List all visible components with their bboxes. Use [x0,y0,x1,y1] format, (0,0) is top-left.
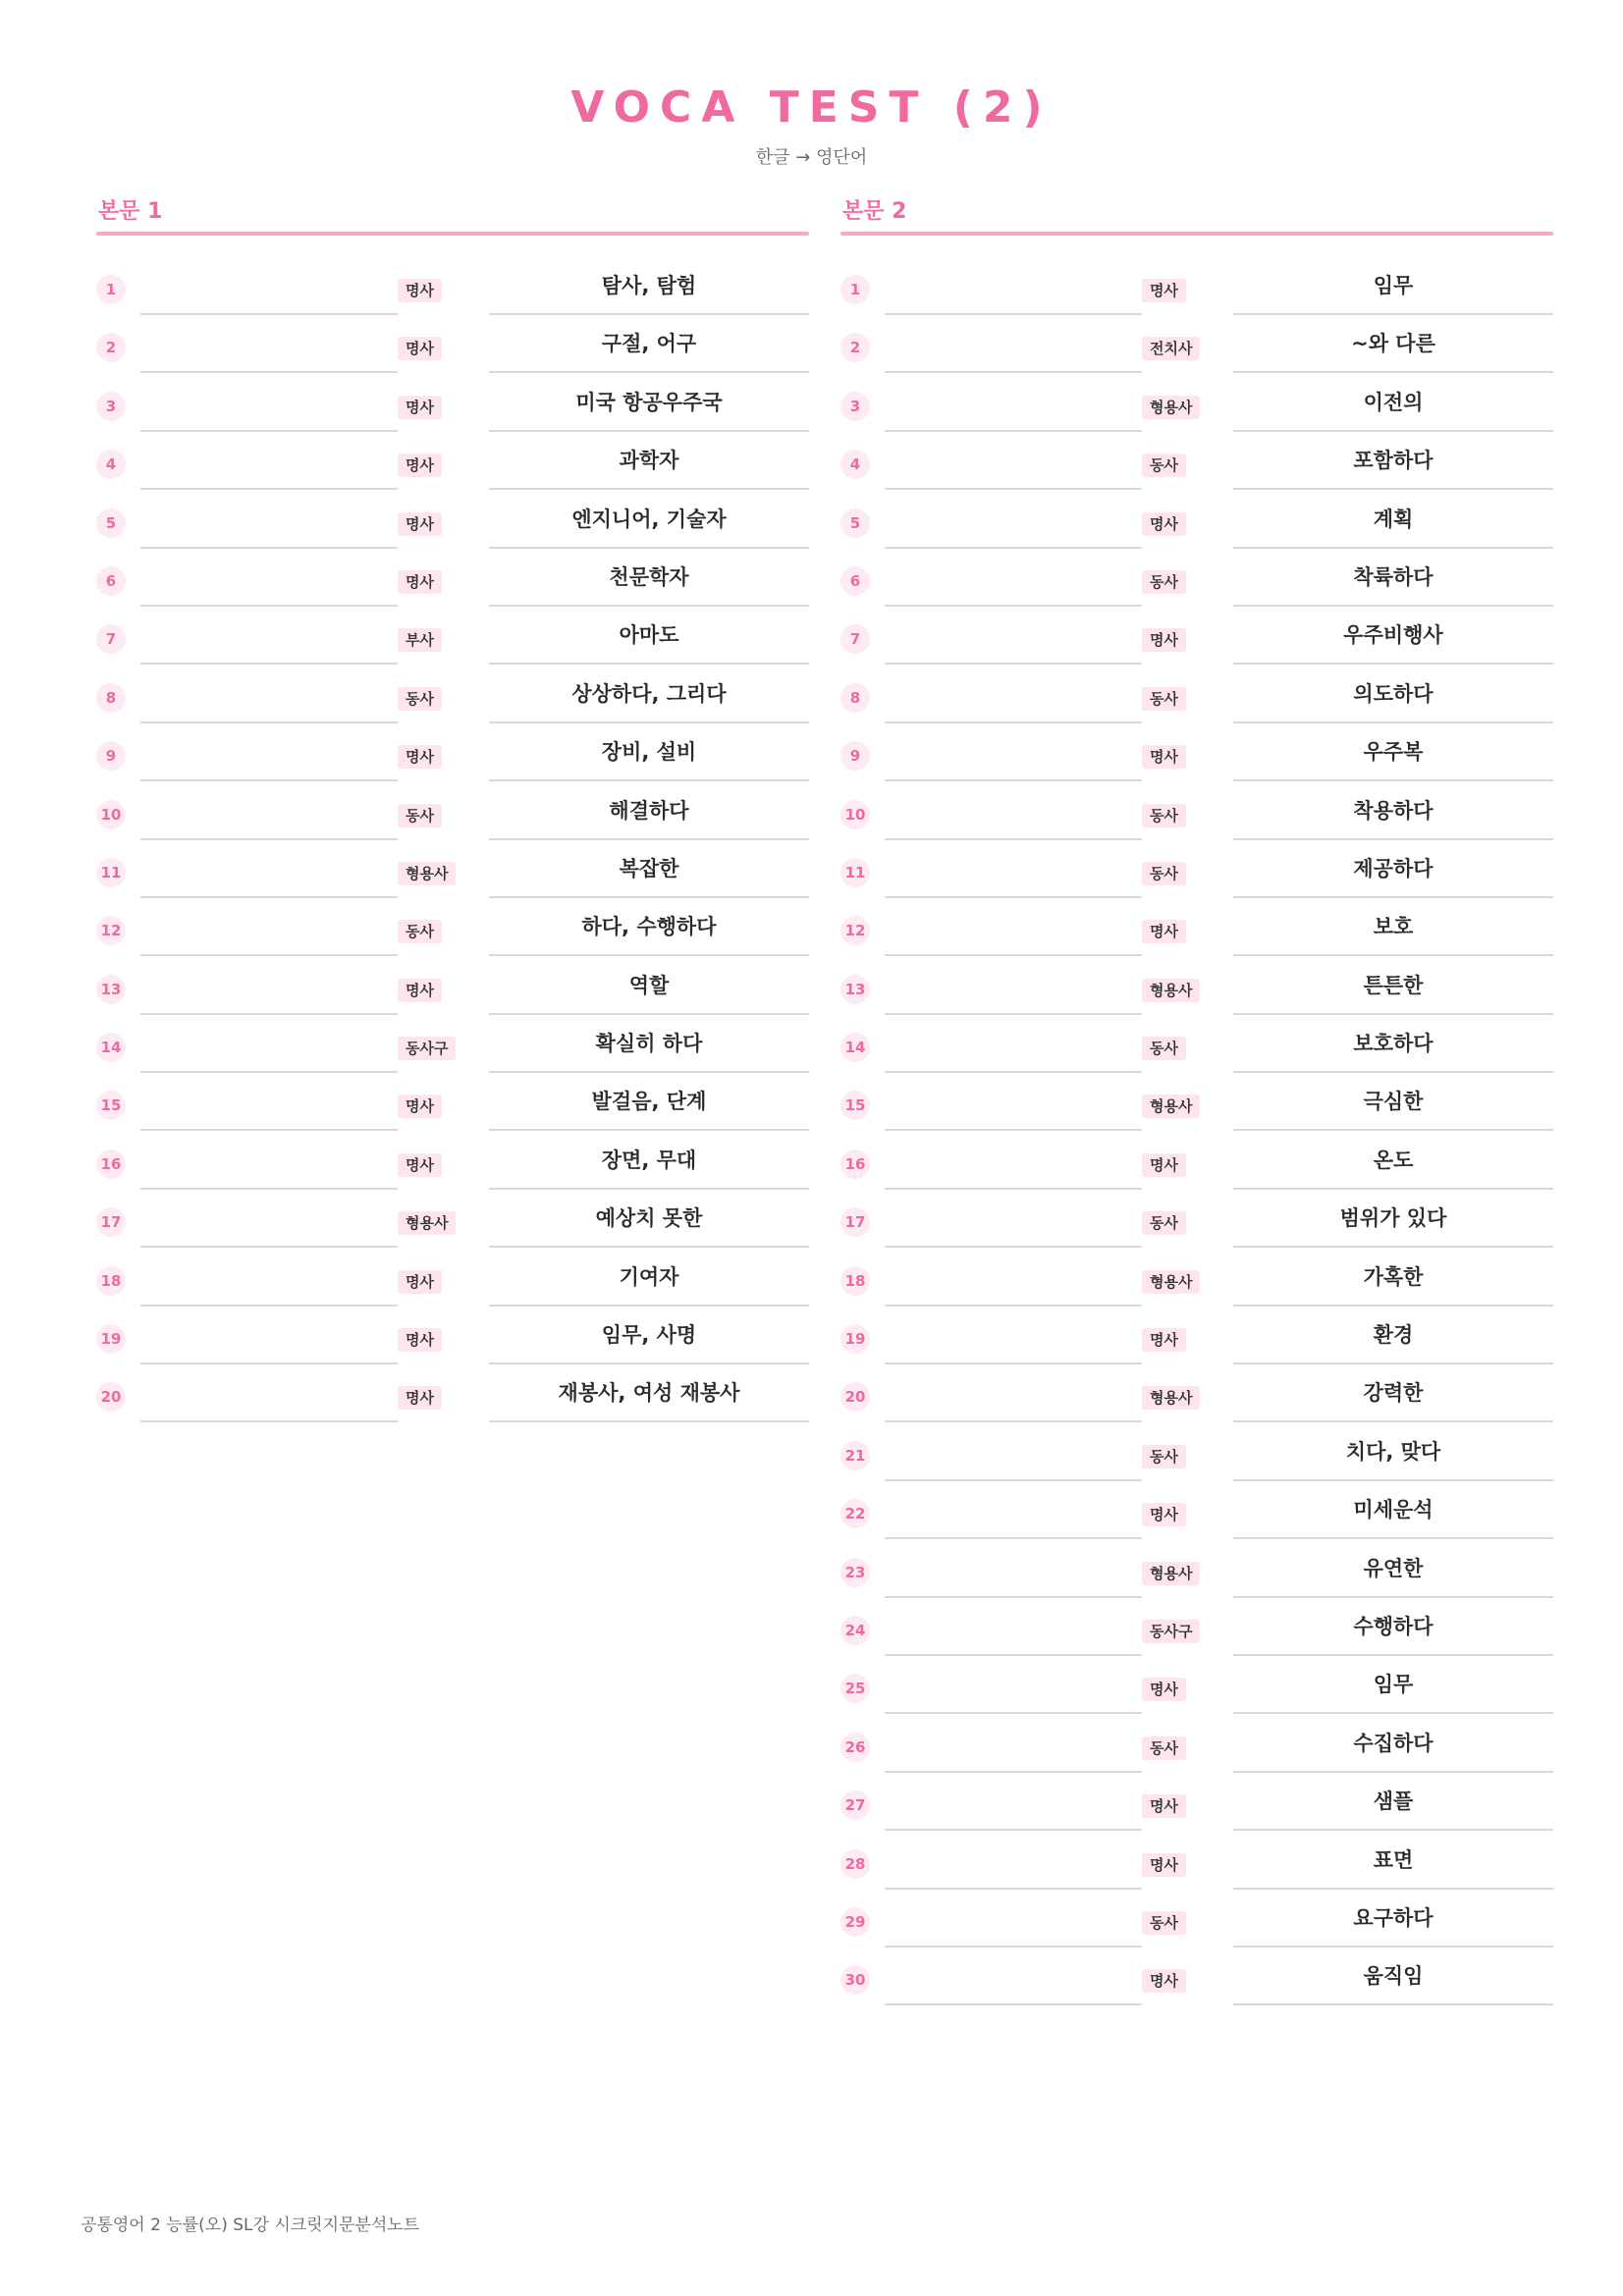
korean-meaning: 강력한 [1233,1366,1553,1422]
item-number: 9 [840,741,870,771]
answer-blank[interactable] [885,784,1142,840]
part-of-speech-badge: 동사구 [1142,1620,1200,1643]
answer-blank[interactable] [885,609,1142,665]
part-of-speech-badge: 명사 [398,1386,442,1410]
korean-meaning: 아마도 [489,609,809,665]
answer-blank[interactable] [885,1542,1142,1598]
answer-blank[interactable] [885,434,1142,490]
item-number: 22 [840,1499,870,1528]
answer-blank[interactable] [140,1366,398,1422]
item-number: 10 [96,800,126,829]
vocab-row [96,1192,809,1250]
part-of-speech-badge: 명사 [1142,745,1186,769]
answer-blank[interactable] [885,725,1142,781]
item-number: 8 [840,683,870,713]
answer-blank[interactable] [885,667,1142,723]
korean-meaning: 보호하다 [1233,1017,1553,1073]
korean-meaning: 재봉사, 여성 재봉사 [489,1366,809,1422]
part-of-speech-badge: 명사 [398,454,442,477]
answer-blank[interactable] [140,493,398,549]
item-number: 17 [96,1207,126,1237]
part-of-speech-badge: 명사 [1142,1794,1186,1818]
part-of-speech-badge: 명사 [1142,1328,1186,1352]
item-number: 3 [96,392,126,421]
section-title: 본문 2 [842,199,907,224]
korean-meaning: 계획 [1233,493,1553,549]
answer-blank[interactable] [885,1775,1142,1831]
answer-blank[interactable] [140,434,398,490]
part-of-speech-badge: 동사 [1142,1911,1186,1935]
answer-blank[interactable] [140,1075,398,1131]
item-number: 11 [840,858,870,887]
part-of-speech-badge: 명사 [1142,920,1186,943]
item-number: 19 [840,1324,870,1354]
section-1 [96,196,809,1425]
part-of-speech-badge: 명사 [398,279,442,302]
item-number: 27 [840,1790,870,1820]
vocab-row [840,1542,1553,1600]
item-number: 18 [840,1266,870,1296]
item-number: 2 [96,333,126,362]
part-of-speech-badge: 부사 [398,628,442,652]
answer-blank[interactable] [140,667,398,723]
vocab-row [840,434,1553,492]
korean-meaning: 장비, 설비 [489,725,809,781]
vocab-row [96,959,809,1017]
item-number: 20 [96,1382,126,1412]
answer-blank[interactable] [885,1192,1142,1248]
korean-meaning: 과학자 [489,434,809,490]
part-of-speech-badge: 명사 [398,979,442,1002]
item-number: 21 [840,1441,870,1470]
part-of-speech-badge: 명사 [398,745,442,769]
vocab-row [840,1892,1553,1949]
part-of-speech-badge: 동사 [1142,1445,1186,1468]
part-of-speech-badge: 명사 [1142,279,1186,302]
korean-meaning: 상상하다, 그리다 [489,667,809,723]
vocab-row [96,725,809,783]
answer-blank[interactable] [885,1251,1142,1307]
item-number: 11 [96,858,126,887]
vocab-row [96,667,809,725]
korean-meaning: 착륙하다 [1233,551,1553,607]
item-number: 5 [840,508,870,538]
answer-blank[interactable] [885,1017,1142,1073]
korean-meaning: 우주복 [1233,725,1553,781]
vocab-row [96,609,809,667]
item-number: 14 [840,1033,870,1062]
part-of-speech-badge: 동사 [1142,570,1186,594]
korean-meaning: 미세운석 [1233,1483,1553,1539]
korean-meaning: 확실히 하다 [489,1017,809,1073]
item-number: 2 [840,333,870,362]
page-subtitle: 한글 → 영단어 [755,147,868,168]
vocab-row [840,667,1553,725]
answer-blank[interactable] [885,842,1142,898]
item-number: 16 [840,1149,870,1179]
part-of-speech-badge: 동사 [398,804,442,828]
korean-meaning: 복잡한 [489,842,809,898]
korean-meaning: 기여자 [489,1251,809,1307]
korean-meaning: 이전의 [1233,376,1553,432]
item-number: 23 [840,1558,870,1587]
vocab-row [840,1075,1553,1133]
answer-blank[interactable] [140,1192,398,1248]
part-of-speech-badge: 동사 [398,687,442,711]
vocab-row [840,1251,1553,1308]
vocab-row [96,551,809,609]
item-number: 10 [840,800,870,829]
item-number: 7 [840,624,870,654]
korean-meaning: 제공하다 [1233,842,1553,898]
vocab-row [96,1251,809,1308]
vocab-row [96,842,809,900]
korean-meaning: 의도하다 [1233,667,1553,723]
answer-blank[interactable] [885,1134,1142,1190]
part-of-speech-badge: 동사 [1142,862,1186,885]
vocab-row [840,1949,1553,2007]
korean-meaning: 역할 [489,959,809,1015]
vocab-row [96,900,809,958]
korean-meaning: 예상치 못한 [489,1192,809,1248]
vocab-list [96,259,809,1425]
section-divider [96,232,809,236]
korean-meaning: 포함하다 [1233,434,1553,490]
vocab-row [96,1308,809,1366]
part-of-speech-badge: 동사 [1142,1736,1186,1760]
vocab-row [840,1366,1553,1424]
vocab-row [840,1134,1553,1192]
vocab-row [840,551,1553,609]
part-of-speech-badge: 명사 [1142,1969,1186,1993]
part-of-speech-badge: 명사 [398,1328,442,1352]
korean-meaning: 우주비행사 [1233,609,1553,665]
part-of-speech-badge: 명사 [1142,628,1186,652]
part-of-speech-badge: 형용사 [398,1211,456,1235]
part-of-speech-badge: 명사 [1142,1853,1186,1877]
vocab-row [840,1658,1553,1716]
part-of-speech-badge: 동사 [1142,1037,1186,1060]
korean-meaning: 요구하다 [1233,1892,1553,1948]
vocab-row [840,1717,1553,1775]
answer-blank[interactable] [140,725,398,781]
part-of-speech-badge: 형용사 [1142,1562,1200,1585]
part-of-speech-badge: 형용사 [1142,1095,1200,1118]
item-number: 5 [96,508,126,538]
vocab-row [840,1425,1553,1483]
korean-meaning: 천문학자 [489,551,809,607]
part-of-speech-badge: 명사 [398,396,442,419]
answer-blank[interactable] [885,1600,1142,1656]
answer-blank[interactable] [885,551,1142,607]
korean-meaning: 온도 [1233,1134,1553,1190]
answer-blank[interactable] [885,1949,1142,2005]
answer-blank[interactable] [885,259,1142,315]
korean-meaning: 움직임 [1233,1949,1553,2005]
vocab-row [840,1192,1553,1250]
part-of-speech-badge: 형용사 [1142,1386,1200,1410]
answer-blank[interactable] [885,376,1142,432]
korean-meaning: 수집하다 [1233,1717,1553,1773]
answer-blank[interactable] [885,1834,1142,1890]
item-number: 14 [96,1033,126,1062]
vocab-row [96,784,809,842]
item-number: 4 [96,450,126,479]
answer-blank[interactable] [140,1308,398,1364]
answer-blank[interactable] [140,1017,398,1073]
vocab-row [840,784,1553,842]
page-footer: 공통영어 2 능률(오) SL강 시크릿지문분석노트 [81,2216,420,2235]
item-number: 13 [96,975,126,1004]
item-number: 8 [96,683,126,713]
answer-blank[interactable] [140,551,398,607]
part-of-speech-badge: 명사 [398,1153,442,1177]
vocab-row [840,900,1553,958]
korean-meaning: 탐사, 탐험 [489,259,809,315]
answer-blank[interactable] [140,317,398,373]
vocab-row [96,376,809,434]
korean-meaning: 범위가 있다 [1233,1192,1553,1248]
item-number: 12 [96,916,126,945]
section-2 [840,196,1553,2008]
item-number: 29 [840,1907,870,1937]
vocab-row [840,1600,1553,1658]
korean-meaning: 수행하다 [1233,1600,1553,1656]
korean-meaning: 발걸음, 단계 [489,1075,809,1131]
section-divider [840,232,1553,236]
korean-meaning: 샘플 [1233,1775,1553,1831]
item-number: 15 [96,1091,126,1120]
part-of-speech-badge: 명사 [1142,512,1186,536]
item-number: 7 [96,624,126,654]
vocab-row [840,1834,1553,1892]
part-of-speech-badge: 명사 [1142,1678,1186,1701]
answer-blank[interactable] [885,493,1142,549]
part-of-speech-badge: 동사 [1142,804,1186,828]
item-number: 17 [840,1207,870,1237]
item-number: 16 [96,1149,126,1179]
answer-blank[interactable] [140,959,398,1015]
answer-blank[interactable] [140,784,398,840]
item-number: 1 [96,275,126,304]
answer-blank[interactable] [885,1717,1142,1773]
vocab-row [840,959,1553,1017]
korean-meaning: 임무 [1233,1658,1553,1714]
korean-meaning: 장면, 무대 [489,1134,809,1190]
answer-blank[interactable] [885,1425,1142,1481]
vocab-row [840,1017,1553,1075]
item-number: 15 [840,1091,870,1120]
part-of-speech-badge: 동사 [1142,1211,1186,1235]
answer-blank[interactable] [885,1892,1142,1948]
korean-meaning: 가혹한 [1233,1251,1553,1307]
item-number: 28 [840,1849,870,1879]
vocab-row [840,493,1553,551]
korean-meaning: 하다, 수행하다 [489,900,809,956]
answer-blank[interactable] [885,1075,1142,1131]
vocab-row [96,317,809,375]
vocab-row [96,1017,809,1075]
korean-meaning: 구절, 어구 [489,317,809,373]
item-number: 13 [840,975,870,1004]
part-of-speech-badge: 동사 [398,920,442,943]
item-number: 1 [840,275,870,304]
item-number: 24 [840,1616,870,1645]
item-number: 30 [840,1965,870,1995]
part-of-speech-badge: 명사 [398,337,442,360]
answer-blank[interactable] [140,376,398,432]
item-number: 9 [96,741,126,771]
vocab-row [96,1366,809,1424]
part-of-speech-badge: 형용사 [1142,396,1200,419]
korean-meaning: 극심한 [1233,1075,1553,1131]
korean-meaning: 착용하다 [1233,784,1553,840]
answer-blank[interactable] [140,1251,398,1307]
item-number: 18 [96,1266,126,1296]
korean-meaning: 해결하다 [489,784,809,840]
item-number: 6 [96,566,126,596]
vocab-row [840,842,1553,900]
vocab-row [840,259,1553,317]
answer-blank[interactable] [885,1308,1142,1364]
vocab-row [96,1134,809,1192]
vocab-row [840,376,1553,434]
korean-meaning: 임무 [1233,259,1553,315]
item-number: 4 [840,450,870,479]
korean-meaning: 유연한 [1233,1542,1553,1598]
item-number: 20 [840,1382,870,1412]
part-of-speech-badge: 전치사 [1142,337,1200,360]
vocab-row [96,434,809,492]
korean-meaning: ~와 다른 [1233,317,1553,373]
item-number: 3 [840,392,870,421]
vocab-row [840,1483,1553,1541]
vocab-row [96,259,809,317]
part-of-speech-badge: 명사 [1142,1153,1186,1177]
item-number: 6 [840,566,870,596]
part-of-speech-badge: 형용사 [1142,1270,1200,1294]
vocab-row [840,317,1553,375]
answer-blank[interactable] [885,1658,1142,1714]
answer-blank[interactable] [885,959,1142,1015]
part-of-speech-badge: 명사 [398,1270,442,1294]
korean-meaning: 보호 [1233,900,1553,956]
korean-meaning: 임무, 사명 [489,1308,809,1364]
vocab-row [840,609,1553,667]
section-title: 본문 1 [98,199,163,224]
item-number: 25 [840,1674,870,1703]
korean-meaning: 표면 [1233,1834,1553,1890]
vocab-row [840,1775,1553,1833]
korean-meaning: 환경 [1233,1308,1553,1364]
korean-meaning: 엔지니어, 기술자 [489,493,809,549]
answer-blank[interactable] [140,1134,398,1190]
item-number: 12 [840,916,870,945]
vocab-list [840,259,1553,2008]
part-of-speech-badge: 동사구 [398,1037,456,1060]
vocab-row [840,725,1553,783]
part-of-speech-badge: 명사 [398,512,442,536]
vocab-row [96,1075,809,1133]
vocab-row [840,1308,1553,1366]
page-title: VOCA TEST (2) [570,82,1053,133]
korean-meaning: 치다, 맞다 [1233,1425,1553,1481]
part-of-speech-badge: 명사 [398,570,442,594]
answer-blank[interactable] [140,609,398,665]
part-of-speech-badge: 동사 [1142,687,1186,711]
answer-blank[interactable] [885,900,1142,956]
answer-blank[interactable] [885,1366,1142,1422]
part-of-speech-badge: 형용사 [1142,979,1200,1002]
vocab-row [96,493,809,551]
answer-blank[interactable] [140,842,398,898]
answer-blank[interactable] [140,900,398,956]
part-of-speech-badge: 명사 [398,1095,442,1118]
korean-meaning: 튼튼한 [1233,959,1553,1015]
part-of-speech-badge: 형용사 [398,862,456,885]
answer-blank[interactable] [885,317,1142,373]
answer-blank[interactable] [140,259,398,315]
part-of-speech-badge: 명사 [1142,1503,1186,1526]
item-number: 19 [96,1324,126,1354]
item-number: 26 [840,1733,870,1762]
answer-blank[interactable] [885,1483,1142,1539]
part-of-speech-badge: 동사 [1142,454,1186,477]
korean-meaning: 미국 항공우주국 [489,376,809,432]
